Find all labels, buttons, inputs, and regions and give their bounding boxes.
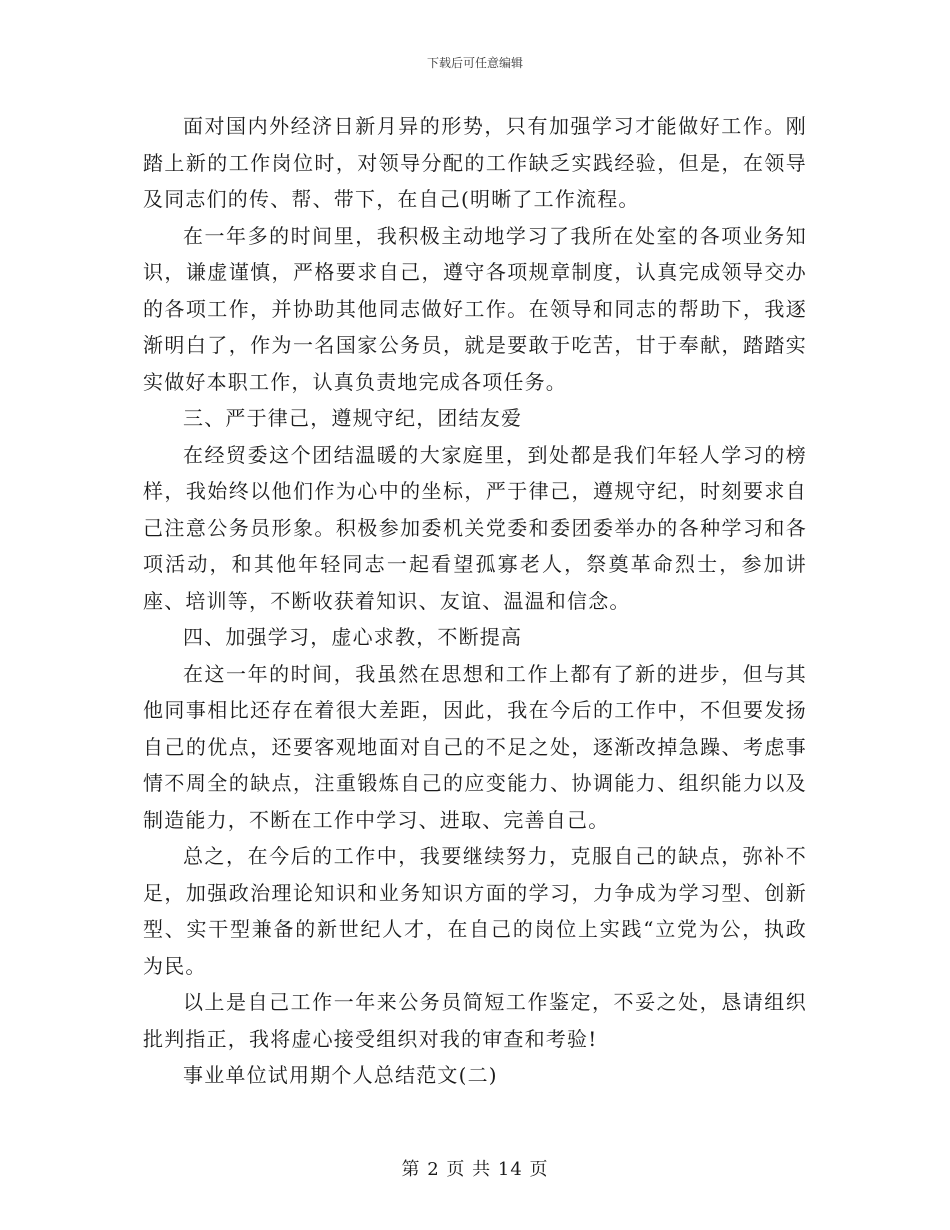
header-note: 下载后可任意编辑 xyxy=(426,56,523,70)
footer-total-pages: 14 xyxy=(497,1159,523,1180)
footer-suffix: 页 xyxy=(529,1159,549,1180)
paragraph-2: 在一年多的时间里，我积极主动地学习了我所在处室的各项业务知识，谦虚谨慎，严格要求自己，遵守各项规章制度，认真完成领导交办的各项工作，并协助其他同志做好工作。在领导和同志的帮助下，我逐渐明白了，作为一名国家公务员，就是要敢于吃苦，甘于奉献，踏踏实实做好本职工作，认真负责地完成各项任务。 xyxy=(143,223,807,394)
footer-page-number: 2 xyxy=(427,1159,440,1180)
paragraph-5: 总之，在今后的工作中，我要继续努力，克服自己的缺点，弥补不足，加强政治理论知识和业务知识方面的学习，力争成为学习型、创新型、实干型兼备的新世纪人才，在自己的岗位上实践“立党为公，执政为民。 xyxy=(143,844,807,978)
paragraph-6: 以上是自己工作一年来公务员简短工作鉴定，不妥之处，恳请组织批判指正，我将虚心接受组织对我的审查和考验! xyxy=(143,990,807,1051)
section-heading-4: 四、加强学习，虚心求教，不断提高 xyxy=(183,625,523,649)
paragraph-3: 在经贸委这个团结温暖的大家庭里，到处都是我们年轻人学习的榜样，我始终以他们作为心中的坐标，严于律己，遵规守纪，时刻要求自己注意公务员形象。积极参加委机关党委和委团委举办的各种学习和各项活动，和其他年轻同志一起看望孤寡老人，祭奠革命烈士，参加讲座、培训等，不断收获着知识、友谊、温温和信念。 xyxy=(143,442,807,613)
paragraph-1: 面对国内外经济日新月异的形势，只有加强学习才能做好工作。刚踏上新的工作岗位时，对领导分配的工作缺乏实践经验，但是，在领导及同志们的传、帮、带下，在自己(明晰了工作流程。 xyxy=(143,114,807,211)
footer-prefix: 第 xyxy=(401,1159,421,1180)
footer-middle: 页 共 xyxy=(446,1159,492,1180)
paragraph-4: 在这一年的时间，我虽然在思想和工作上都有了新的进步，但与其他同事相比还存在着很大差距，因此，我在今后的工作中，不但要发扬自己的优点，还要客观地面对自己的不足之处，逐渐改掉急躁、考虑事情不周全的缺点，注重锻炼自己的应变能力、协调能力、组织能力以及制造能力，不断在工作中学习、进取、完善自己。 xyxy=(143,661,807,832)
section-heading-3: 三、严于律己，遵规守纪，团结友爱 xyxy=(183,406,523,430)
page-footer xyxy=(0,1155,950,1181)
next-article-title: 事业单位试用期个人总结范文(二) xyxy=(183,1063,498,1087)
document-body xyxy=(143,108,807,1094)
